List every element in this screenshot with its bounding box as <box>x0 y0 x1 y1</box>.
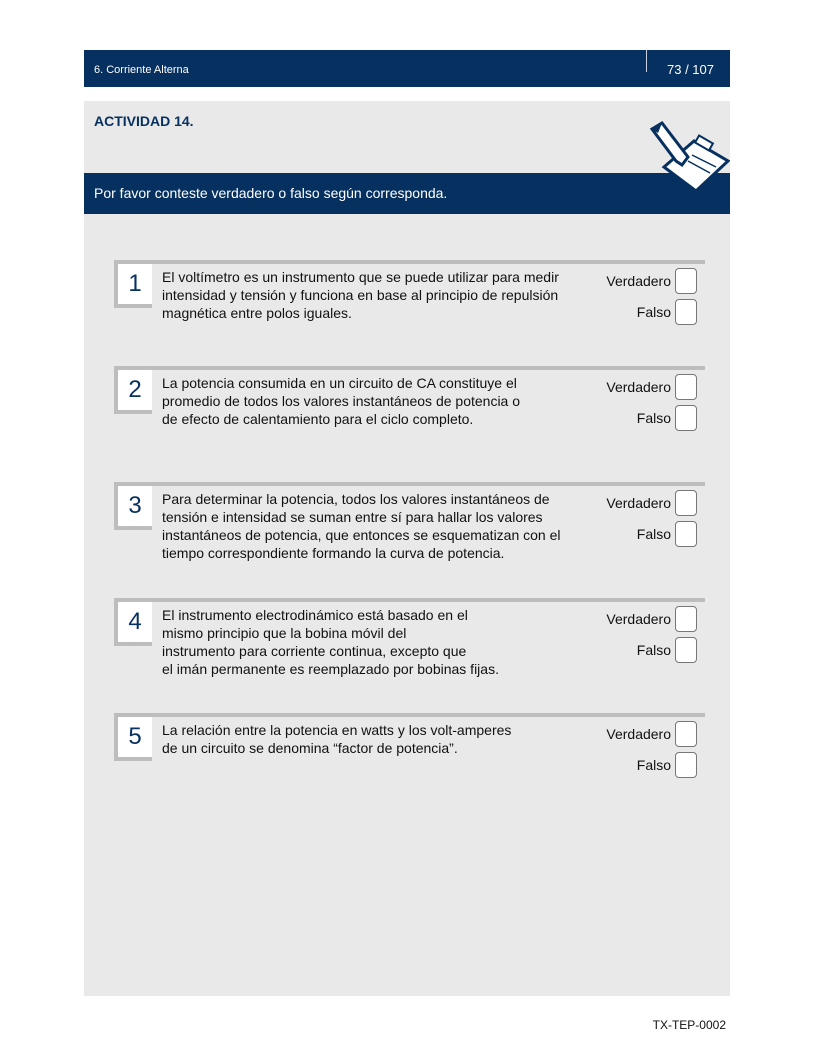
true-option[interactable] <box>606 268 697 294</box>
false-checkbox[interactable] <box>675 521 697 547</box>
false-option[interactable] <box>637 405 697 431</box>
question-number: 5 <box>114 717 152 761</box>
instruction-text: Por favor conteste verdadero o falso según corresponda. <box>94 185 448 201</box>
true-checkbox[interactable] <box>675 374 697 400</box>
true-checkbox[interactable] <box>675 268 697 294</box>
true-option[interactable] <box>606 490 697 516</box>
question-number: 4 <box>114 602 152 646</box>
false-option[interactable] <box>637 521 697 547</box>
false-checkbox[interactable] <box>675 752 697 778</box>
divider <box>114 260 705 264</box>
true-option[interactable] <box>606 606 697 632</box>
false-option[interactable] <box>637 299 697 325</box>
divider <box>114 598 705 602</box>
true-label: Verdadero <box>606 611 671 627</box>
false-label: Falso <box>636 642 671 658</box>
true-label: Verdadero <box>606 495 671 511</box>
divider <box>114 713 705 717</box>
true-option[interactable] <box>606 721 697 747</box>
true-label: Verdadero <box>606 273 671 289</box>
divider <box>114 482 705 486</box>
question-number: 1 <box>114 264 152 308</box>
false-checkbox[interactable] <box>675 405 697 431</box>
divider <box>114 366 705 370</box>
question-text: El voltímetro es un instrumento que se puede utilizar para medir intensidad y tensión y funciona en base al principio de repulsión magnética entre polos iguales. <box>162 269 559 321</box>
false-label: Falso <box>636 304 671 320</box>
question-text: El instrumento electrodinámico está basado en el mismo principio que la bobina móvil del instrumento para corriente continua, excepto que el imán permanente es reemplazado por bobinas fijas. <box>162 607 499 677</box>
false-label: Falso <box>636 526 671 542</box>
question-text: La potencia consumida en un circuito de CA constituye el promedio de todos los valores instantáneos de potencia o de efecto de calentamiento para el ciclo completo. <box>162 375 521 427</box>
true-label: Verdadero <box>606 726 671 742</box>
clipboard-pencil-icon <box>644 121 730 193</box>
question-number: 3 <box>114 486 152 530</box>
false-label: Falso <box>636 757 671 773</box>
question-text: Para determinar la potencia, todos los valores instantáneos de tensión e intensidad se suman entre sí para hallar los valores instantáneos de potencia, que entonces se esquematizan con el tiempo correspondiente formando la curva de potencia. <box>162 491 561 561</box>
true-label: Verdadero <box>606 379 671 395</box>
false-checkbox[interactable] <box>675 299 697 325</box>
false-label: Falso <box>636 410 671 426</box>
true-option[interactable] <box>606 374 697 400</box>
false-option[interactable] <box>637 637 697 663</box>
page-header <box>84 50 730 87</box>
true-checkbox[interactable] <box>675 721 697 747</box>
activity-title: ACTIVIDAD 14. <box>94 113 194 129</box>
instruction-banner <box>84 173 730 214</box>
false-option[interactable] <box>637 752 697 778</box>
section-title: 6. Corriente Alterna <box>94 64 189 76</box>
question-number: 2 <box>114 370 152 414</box>
page-number: 73 / 107 <box>667 62 714 77</box>
false-checkbox[interactable] <box>675 637 697 663</box>
divider <box>646 50 647 72</box>
true-checkbox[interactable] <box>675 490 697 516</box>
question-text: La relación entre la potencia en watts y los volt-amperes de un circuito se denomina “factor de potencia”. <box>162 722 512 756</box>
true-checkbox[interactable] <box>675 606 697 632</box>
activity-panel <box>84 101 730 996</box>
document-code: TX-TEP-0002 <box>652 1018 726 1032</box>
